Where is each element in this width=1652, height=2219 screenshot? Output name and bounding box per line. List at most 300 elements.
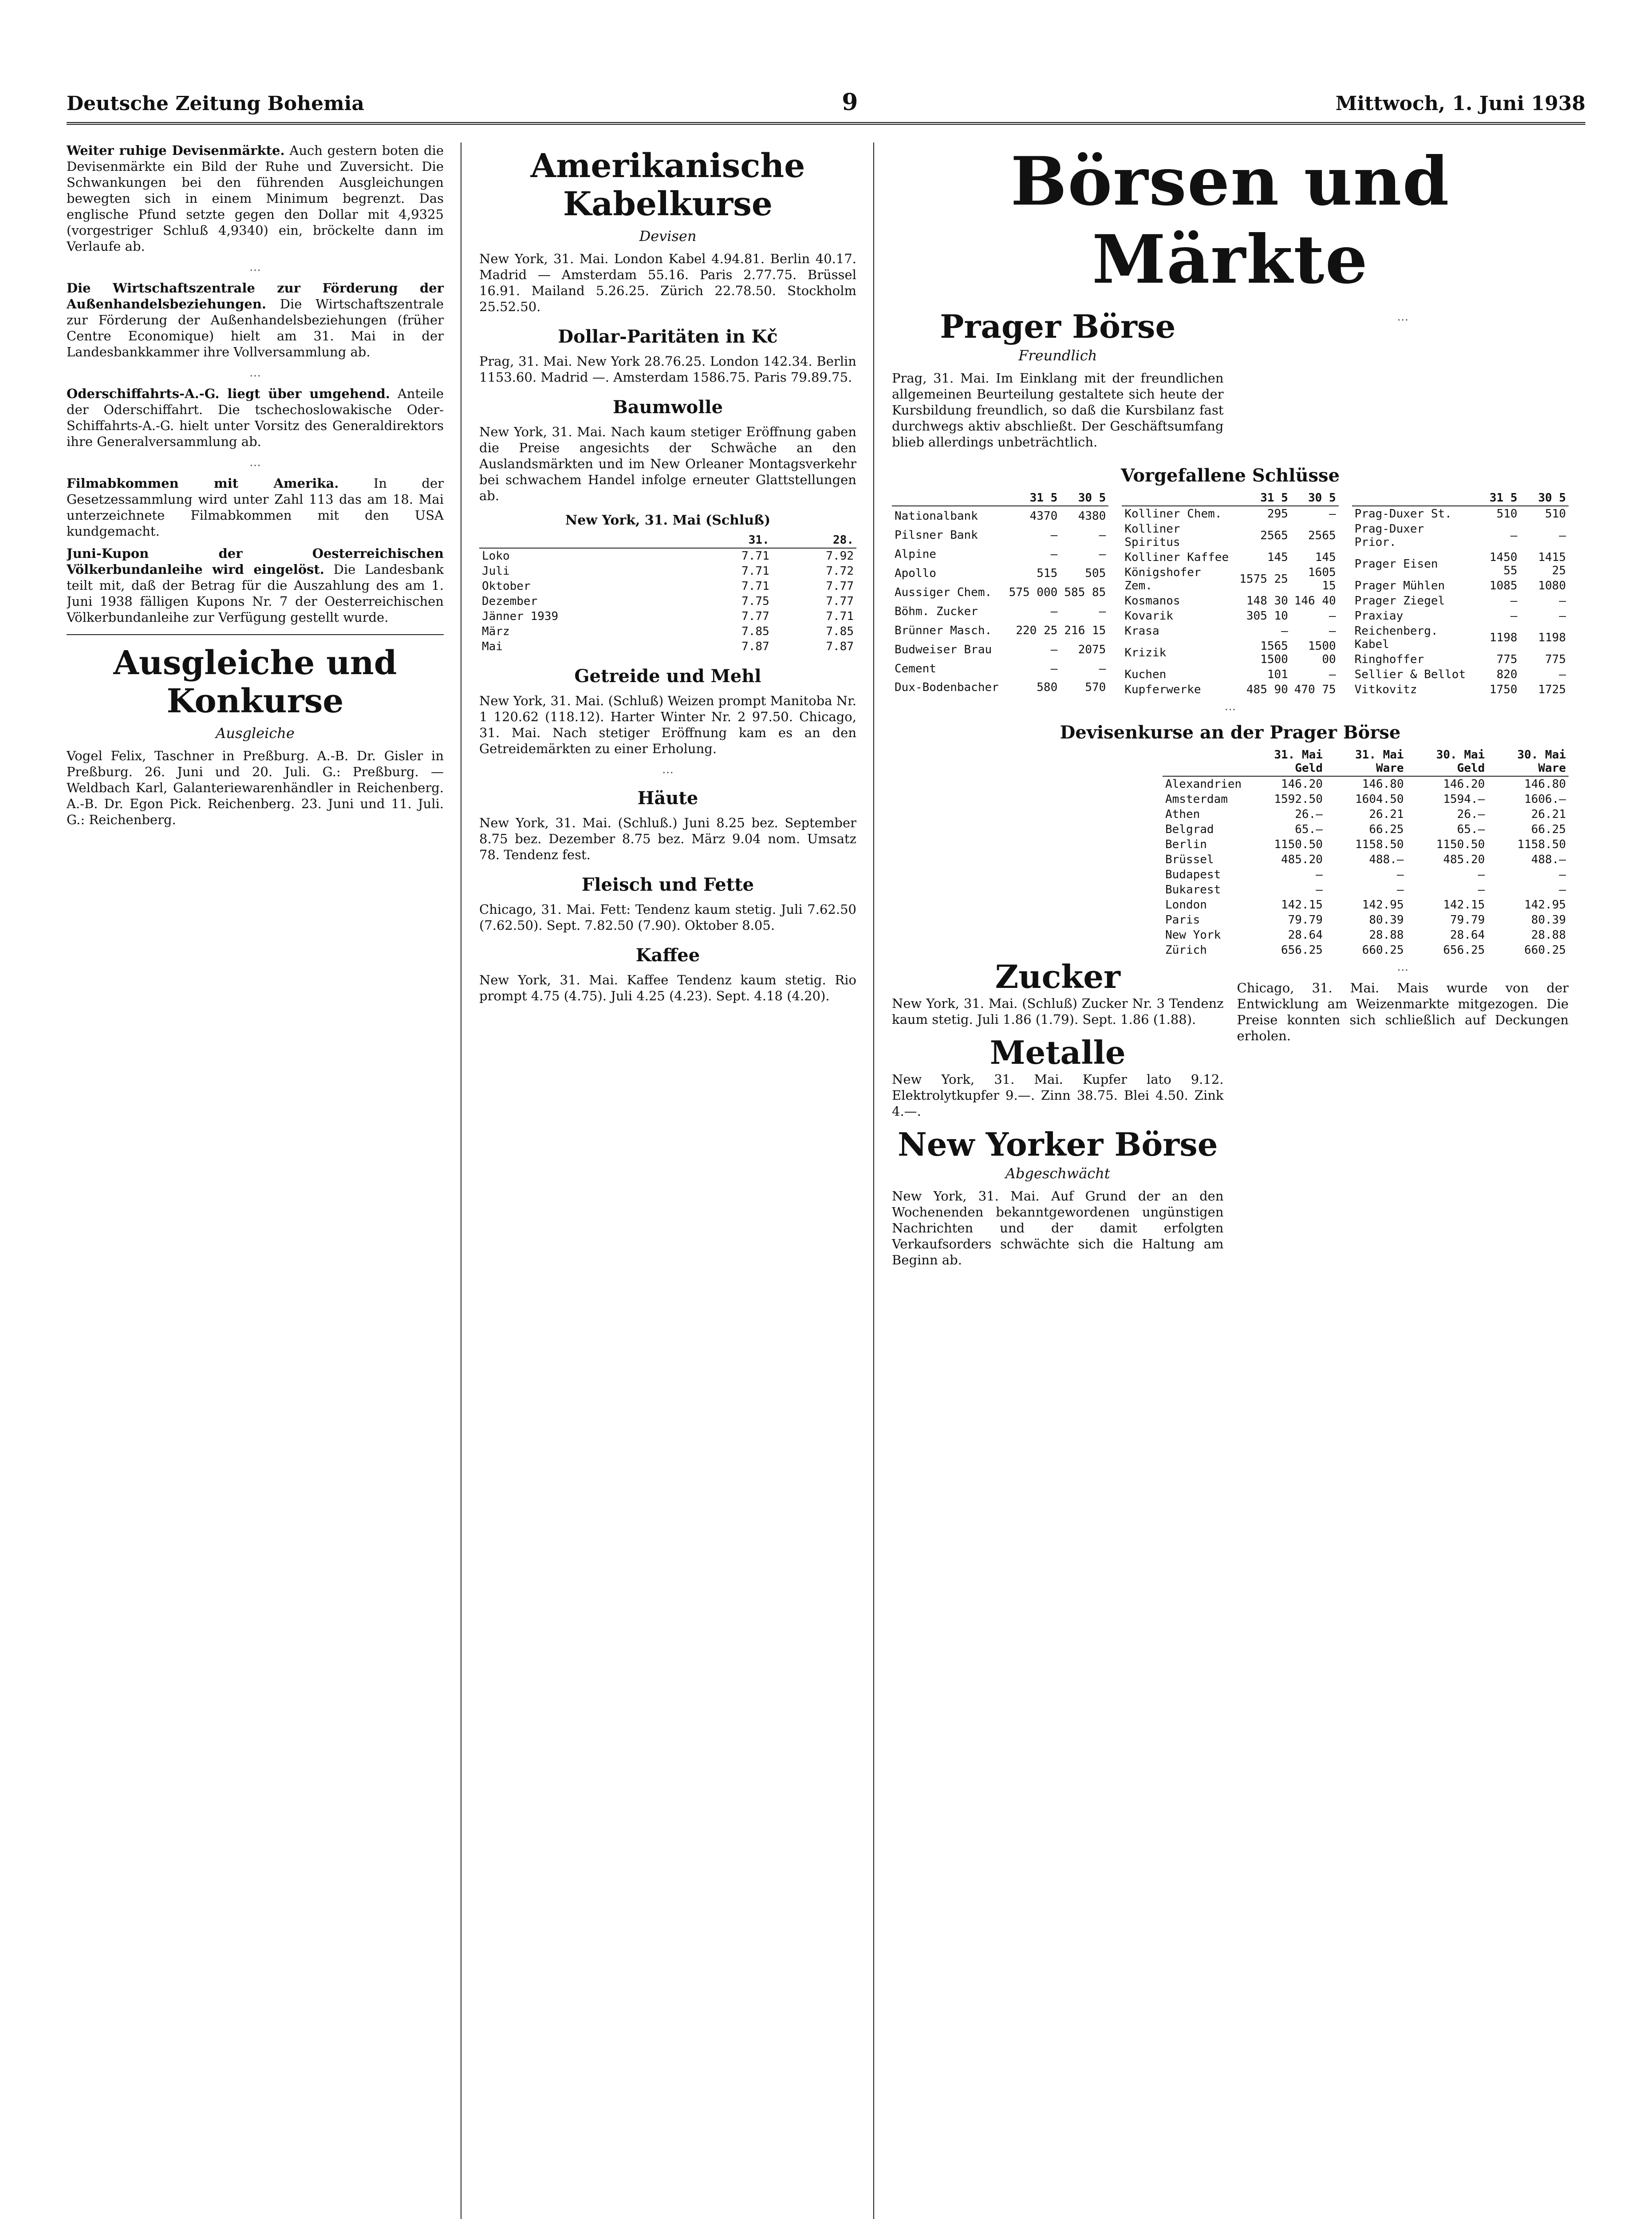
table-cell: 1158.50 [1355, 838, 1404, 851]
table-cell: 101 [1267, 668, 1288, 681]
table-cell: 80.39 [1531, 913, 1566, 927]
table-cell: — [1559, 529, 1566, 542]
table-header [1122, 490, 1233, 506]
section-subtitle: Häute [637, 788, 698, 809]
table-cell: — [1396, 883, 1404, 896]
table-cell: 485 90 [1246, 683, 1288, 696]
table-cell: 7.77 [826, 580, 854, 593]
metalle-title: Metalle [990, 1034, 1126, 1071]
article-block [67, 545, 444, 625]
table-cell: — [1050, 643, 1058, 656]
table-cell: 1150.50 [1436, 838, 1485, 851]
table-row [1163, 867, 1569, 882]
table-cell: 7.85 [741, 625, 769, 638]
table-cell: 7.71 [741, 580, 769, 593]
table-cell: 146.20 [1281, 778, 1323, 791]
table-row [1122, 593, 1338, 608]
table-row [892, 678, 1108, 697]
table-cell: 570 [1085, 681, 1106, 695]
table-row [1352, 608, 1569, 624]
table-cell: 1085 [1489, 579, 1518, 592]
table-cell: 510 [1496, 507, 1518, 521]
prager-boerse-title: Prager Börse [940, 308, 1176, 345]
table-row [1163, 837, 1569, 852]
omitted-text-indicator: … [1397, 960, 1409, 974]
column-2 [479, 142, 874, 2219]
table-cell: 142.95 [1524, 898, 1566, 912]
table-cell: — [1478, 883, 1485, 896]
table-cell: Budweiser Brau [895, 643, 992, 656]
haeute-text: New York, 31. Mai. (Schluß.) Juni 8.25 bez. September 8.75 bez. Dezember 8.75 bez. März 9.04 nom. Umsatz 78. Tendenz fest. [479, 815, 856, 862]
table-cell: 28.88 [1369, 928, 1404, 942]
table-cell: — [1329, 668, 1336, 681]
table-row [1352, 593, 1569, 608]
table-cell: Vitkovitz [1354, 683, 1417, 696]
table-cell: 142.15 [1281, 898, 1323, 912]
table-cell: — [1329, 507, 1336, 521]
ausgleiche-text: Vogel Felix, Taschner in Preßburg. A.-B. Dr. Gisler in Preßburg. 26. Juni und 20. Juli. G.: Preßburg. — Weldbach Karl, Galanteriewarenhändler in Reichenberg. A.-B. Dr. Egon Pick. Reichenberg. 23. Juni und 11. Juli. G.: Reichenberg. [67, 748, 444, 827]
table-cell: 66.25 [1369, 823, 1404, 836]
table-cell: 142.15 [1443, 898, 1485, 912]
table-cell: 1198 [1489, 631, 1518, 644]
table-row [1122, 565, 1338, 593]
table-row [1122, 506, 1338, 521]
table-header: 31 5 [1471, 490, 1520, 506]
masthead-paper-name: Deutsche Zeitung Bohemia [67, 92, 364, 115]
devisenkurse-table [1163, 747, 1569, 958]
table-row [892, 545, 1108, 564]
devisenkurse-body [1163, 776, 1569, 958]
table-row [479, 548, 856, 564]
table-cell: Kuchen [1124, 668, 1167, 681]
section-subtitle: Dollar-Paritäten in Kč [558, 326, 778, 347]
table-cell: Sellier & Bellot [1354, 668, 1466, 681]
table-cell: 7.72 [826, 565, 854, 578]
table-header: 30 5 [1291, 490, 1339, 506]
table-row [479, 639, 856, 654]
table-cell: — [1050, 528, 1058, 542]
table-cell: Böhm. Zucker [895, 604, 978, 618]
table-header: 28. [772, 533, 856, 548]
table-row [1352, 578, 1569, 593]
table-cell: Loko [482, 549, 510, 563]
table-cell: Prager Eisen [1354, 557, 1438, 571]
stock-table-2 [1122, 490, 1338, 697]
table-cell: — [1099, 604, 1106, 618]
table-cell: 820 [1496, 668, 1518, 681]
table-cell: 775 [1545, 653, 1566, 666]
table-row [1163, 928, 1569, 943]
column-1 [67, 142, 461, 2219]
table-cell: 656.25 [1281, 944, 1323, 957]
table-cell: Dux-Bodenbacher [895, 681, 999, 695]
table-cell: 1450 55 [1489, 551, 1518, 577]
table-row [892, 525, 1108, 545]
table-cell: 1080 [1538, 579, 1566, 592]
table-cell: 66.25 [1531, 823, 1566, 836]
table-cell: 146.20 [1443, 778, 1485, 791]
section-subtitle: Abgeschwächt [1005, 1165, 1110, 1182]
table-cell: Krasa [1124, 624, 1159, 638]
table-header: 31. Mai Geld [1244, 747, 1325, 776]
table-cell: 26.— [1457, 808, 1485, 821]
table-cell: 1198 [1538, 631, 1566, 644]
table-cell: Juli [482, 565, 510, 578]
table-cell: Kovarik [1124, 609, 1173, 623]
section-subtitle: Ausgleiche [216, 725, 295, 742]
article-text: Anteile der Oderschiffahrt. Die tschechoslowakische Oder-Schiffahrts-A.-G. hielt unter Vorsitz des Generaldirektors ihre Generalversammlung ab. [67, 386, 444, 449]
table-cell: 7.71 [741, 565, 769, 578]
table-cell: Amsterdam [1165, 793, 1228, 806]
table-cell: 28.88 [1531, 928, 1566, 942]
table-cell: 4370 [1029, 509, 1058, 523]
table-cell: Krizik [1124, 646, 1167, 659]
table-cell: Pilsner Bank [895, 528, 978, 542]
table-cell: — [1099, 662, 1106, 675]
table-row [1163, 943, 1569, 958]
table-cell: 146.80 [1362, 778, 1404, 791]
table-row [1352, 667, 1569, 682]
article-text: In der Gesetzessammlung wird unter Zahl 113 das am 18. Mai unterzeichnete Filmabkommen mit den USA kundgemacht. [67, 476, 444, 539]
table-cell: — [1559, 668, 1566, 681]
table-cell: Prag-Duxer Prior. [1354, 522, 1424, 549]
table-cell: 1500 00 [1308, 640, 1336, 666]
table-cell: 7.87 [741, 640, 769, 653]
table-cell: 142.95 [1362, 898, 1404, 912]
table-cell: 7.71 [826, 610, 854, 623]
table-cell: 510 [1545, 507, 1566, 521]
table-cell: — [1559, 883, 1566, 896]
omitted-text-indicator: … [249, 456, 261, 469]
table-cell: Budapest [1165, 868, 1221, 881]
table-cell: 656.25 [1443, 944, 1485, 957]
table-cell: Aussiger Chem. [895, 585, 992, 599]
table-header: 31 5 [1005, 490, 1060, 506]
table-cell: Kupferwerke [1124, 683, 1201, 696]
table-cell: 80.39 [1369, 913, 1404, 927]
table-header [479, 533, 688, 548]
table-cell: 65.— [1295, 823, 1323, 836]
table-row [1352, 624, 1569, 652]
table-cell: Oktober [482, 580, 531, 593]
table-cell: 65.— [1457, 823, 1485, 836]
omitted-text-indicator: … [1224, 700, 1236, 713]
article-block [67, 475, 444, 539]
article-block [67, 280, 444, 360]
table-title: Vorgefallene Schlüsse [1120, 465, 1340, 486]
table-cell: Paris [1165, 913, 1200, 927]
table-row [1352, 652, 1569, 667]
table-cell: — [1050, 547, 1058, 561]
table-cell: London [1165, 898, 1207, 912]
section-subtitle: Fleisch und Fette [581, 874, 754, 895]
table-cell: 79.79 [1450, 913, 1485, 927]
table-cell: Berlin [1165, 838, 1207, 851]
section-subtitle: Freundlich [1018, 347, 1097, 364]
table-row [892, 583, 1108, 602]
table-row [1122, 624, 1338, 639]
section-title-ausgleiche: Ausgleiche und Konkurse [113, 644, 397, 720]
section-subtitle: Kaffee [635, 945, 700, 966]
table-cell: 1150.50 [1274, 838, 1323, 851]
table-cell: — [1510, 609, 1518, 623]
zucker-text: New York, 31. Mai. (Schluß) Zucker Nr. 3 Tendenz kaum stetig. Juli 1.86 (1.79). Sept. 1.86 (1.88). [892, 996, 1224, 1027]
table-cell: — [1559, 594, 1566, 608]
table-cell: Praxiay [1354, 609, 1404, 623]
table-cell: Brünner Masch. [895, 624, 992, 637]
table-row [1163, 912, 1569, 928]
table-cell: 145 [1267, 551, 1288, 564]
stock-table-3 [1352, 490, 1569, 697]
table-cell: 1565 1500 [1260, 640, 1288, 666]
table-cell: 148 30 [1246, 594, 1288, 608]
table-cell: 575 000 [1009, 585, 1058, 599]
section-title-kabelkurse: Amerikanische Kabelkurse [530, 147, 805, 223]
table-cell: 7.85 [826, 625, 854, 638]
table-cell: 146 40 [1294, 594, 1336, 608]
table-title: Devisenkurse an der Prager Börse [1060, 722, 1401, 743]
table-cell: 79.79 [1288, 913, 1323, 927]
table-cell: 26.— [1295, 808, 1323, 821]
table-cell: — [1510, 529, 1518, 542]
table-cell: 585 85 [1064, 585, 1106, 599]
table-header: 30. Mai Geld [1407, 747, 1488, 776]
table-row [1122, 682, 1338, 697]
table-cell: 1605 15 [1308, 566, 1336, 592]
table-row [1352, 682, 1569, 697]
table-row [479, 594, 856, 609]
table-row [1163, 776, 1569, 792]
table-cell: Athen [1165, 808, 1200, 821]
table-cell: 7.71 [741, 549, 769, 563]
column-3 [892, 142, 1585, 2219]
omitted-text-indicator: … [662, 763, 674, 776]
table-row [1122, 667, 1338, 682]
table-row [892, 640, 1108, 659]
table-cell: 145 [1315, 551, 1336, 564]
table-cell: 505 [1085, 566, 1106, 580]
table-row [479, 609, 856, 624]
table-cell: 660.25 [1524, 944, 1566, 957]
article-title: Die Wirtschaftszentrale zur Förderung der Außenhandelsbeziehungen. [67, 280, 444, 312]
table-cell: 485.20 [1281, 853, 1323, 866]
section-subtitle: Devisen [639, 228, 697, 245]
devisen-text: New York, 31. Mai. London Kabel 4.94.81. Berlin 40.17. Madrid — Amsterdam 55.16. Paris 2.77.75. Brüssel 16.91. Mailand 5.26.25. Zürich 22.78.50. Stockholm 25.52.50. [479, 251, 856, 314]
prager-intro [892, 308, 1569, 456]
table-cell: 2565 [1308, 529, 1336, 542]
metalle-text: New York, 31. Mai. Kupfer lato 9.12. Elektrolytkupfer 9.—. Zinn 38.75. Blei 4.50. Zink 4.—. [892, 1072, 1224, 1119]
table-header [892, 490, 1005, 506]
table-cell: Nationalbank [895, 509, 978, 523]
dollar-text: Prag, 31. Mai. New York 28.76.25. London 142.34. Berlin 1153.60. Madrid —. Amsterdam 1586.75. Paris 79.89.75. [479, 354, 856, 385]
table-cell: 1594.— [1443, 793, 1485, 806]
table-cell: — [1316, 883, 1323, 896]
baumwolle-text: New York, 31. Mai. Nach kaum stetiger Eröffnung gaben die Preise angesichts der Schwäche an den Auslandsmärkten und im New Orleaner Montagsverkehr bei schwachem Handel infolge erneuter Glattstellungen ab. [479, 424, 856, 503]
lower-split [892, 958, 1569, 1274]
stock-table-body [1352, 506, 1569, 697]
table-cell: Kosmanos [1124, 594, 1180, 608]
table-row [892, 659, 1108, 678]
table-cell: Alpine [895, 547, 936, 561]
omitted-text-indicator: … [249, 366, 261, 379]
masthead-page-number: 9 [842, 89, 858, 116]
table-row [1163, 792, 1569, 807]
table-cell: Kolliner Chem. [1124, 507, 1222, 521]
columns [67, 142, 1585, 2219]
table-cell: — [1329, 609, 1336, 623]
table-cell: 26.21 [1369, 808, 1404, 821]
table-header: 31. Mai Ware [1325, 747, 1407, 776]
table-cell: 7.77 [741, 610, 769, 623]
table-cell: 1592.50 [1274, 793, 1323, 806]
table-header: 30 5 [1520, 490, 1569, 506]
table-cell: 1158.50 [1517, 838, 1566, 851]
table-row [479, 564, 856, 579]
table-cell: Königshofer Zem. [1124, 566, 1201, 592]
table-cell: 1575 25 [1239, 573, 1288, 586]
table-cell: Ringhoffer [1354, 653, 1424, 666]
table-row [892, 564, 1108, 583]
article-title: Oderschiffahrts-A.-G. liegt über umgehend. [67, 386, 390, 401]
section-subtitle: Getreide und Mehl [574, 666, 761, 687]
table-cell: Brüssel [1165, 853, 1214, 866]
table-row [1122, 550, 1338, 565]
table-cell: — [1099, 528, 1106, 542]
table-cell: Kolliner Spiritus [1124, 522, 1180, 549]
table-cell: 1604.50 [1355, 793, 1404, 806]
table-row [1163, 822, 1569, 837]
ny-boerse-title: New Yorker Börse [897, 1125, 1218, 1163]
chicago-text: Chicago, 31. Mai. Mais wurde von der Entwicklung am Weizenmarkte mitgezogen. Die Preise konnten sich schließlich auf Deckungen erholen. [1237, 980, 1569, 1043]
table-cell: 26.21 [1531, 808, 1566, 821]
article-text: Die Landesbank teilt mit, daß der Betrag für die Auszahlung des am 1. Juni 1938 fälligen Kupons Nr. 7 der Oesterreichischen Völkerbundanleihe zur Verfügung gestellt wurde. [67, 562, 444, 625]
stock-table-body [892, 506, 1108, 697]
article-text: Auch gestern boten die Devisenmärkte ein Bild der Ruhe und Zuversicht. Die Schwankungen bei den führenden Ausgleichungen bewegten sich in einem Minimum begrenzt. Das englische Pfund setzte gegen den Dollar mit 4,9325 (vorgestriger Schluß 4,9340) ein, bröckelte dann im Verlaufe ab. [67, 143, 444, 254]
table-row [1163, 852, 1569, 867]
table-cell: — [1396, 868, 1404, 881]
table-cell: 146.80 [1524, 778, 1566, 791]
table-cell: — [1478, 868, 1485, 881]
table-cell: — [1099, 547, 1106, 561]
table-cell: 1606.— [1524, 793, 1566, 806]
section-subtitle: Baumwolle [612, 397, 723, 418]
table-cell: Kolliner Kaffee [1124, 551, 1229, 564]
table-cell: 2565 [1260, 529, 1288, 542]
ny-boerse-text: New York, 31. Mai. Auf Grund der an den Wochenenden bekanntgewordenen ungünstigen Nachrichten und der damit erfolgten Verkaufsorders schwächte sich die Haltung am Beginn ab. [892, 1188, 1224, 1267]
table-cell: 485.20 [1443, 853, 1485, 866]
prager-text: Prag, 31. Mai. Im Einklang mit der freundlichen allgemeinen Beurteilung gestaltete sich heute der Kursbildung freundlich, so daß die Kursbilanz fast durchwegs aktiv abschließt. Der Geschäftsumfang blieb allerdings unbeträchtlich. [892, 371, 1224, 450]
table-row [1163, 807, 1569, 822]
table-cell: 775 [1496, 653, 1518, 666]
table-header: 30 5 [1060, 490, 1108, 506]
omitted-text-indicator: … [1397, 310, 1409, 324]
cotton-table [479, 533, 856, 654]
table-cell: 7.75 [741, 595, 769, 608]
article-text: Die Wirtschaftszentrale zur Förderung der Außenhandelsbeziehungen (früher Centre Economique) hielt am 31. Mai in der Landesbankkammer ihre Vollversammlung ab. [67, 296, 444, 359]
divider [67, 634, 444, 635]
table-cell: 1750 [1489, 683, 1518, 696]
table-cell: — [1281, 624, 1288, 638]
table-cell: März [482, 625, 510, 638]
table-row [1122, 521, 1338, 550]
article-title: Juni-Kupon der Oesterreichischen Völkerbundanleihe wird eingelöst. [67, 546, 444, 577]
table-row [1122, 608, 1338, 624]
stock-tables [892, 490, 1569, 697]
table-row [892, 621, 1108, 640]
masthead [67, 89, 1585, 125]
table-cell: 488.— [1369, 853, 1404, 866]
table-header: 31 5 [1233, 490, 1291, 506]
omitted-text-indicator: … [249, 261, 261, 274]
table-cell: Prager Ziegel [1354, 594, 1445, 608]
zucker-title: Zucker [995, 958, 1120, 995]
article-title: Weiter ruhige Devisenmärkte. [67, 143, 285, 158]
table-row [1163, 882, 1569, 897]
table-cell: New York [1165, 928, 1221, 942]
table-cell: 295 [1267, 507, 1288, 521]
table-row [1163, 897, 1569, 912]
table-cell: Zürich [1165, 944, 1207, 957]
table-cell: 220 25 [1016, 624, 1058, 637]
table-header: 31. [688, 533, 772, 548]
table-cell: — [1050, 604, 1058, 618]
table-cell: — [1559, 609, 1566, 623]
table-cell: Alexandrien [1165, 778, 1242, 791]
table-header: 30. Mai Ware [1487, 747, 1569, 776]
table-header [1352, 490, 1471, 506]
masthead-date: Mittwoch, 1. Juni 1938 [1335, 92, 1585, 115]
article-block [67, 142, 444, 254]
table-row [1122, 639, 1338, 667]
table-cell: 470 75 [1294, 683, 1336, 696]
table-cell: Apollo [895, 566, 936, 580]
table-cell: — [1510, 594, 1518, 608]
stock-table-1 [892, 490, 1108, 697]
cotton-table-body [479, 548, 856, 654]
table-cell: 515 [1037, 566, 1058, 580]
table-cell: 2075 [1078, 643, 1106, 656]
table-cell: — [1316, 868, 1323, 881]
table-cell: 580 [1037, 681, 1058, 695]
table-row [892, 506, 1108, 525]
table-cell: Reichenberg. Kabel [1354, 624, 1438, 651]
table-cell: Prager Mühlen [1354, 579, 1445, 592]
table-cell: 7.92 [826, 549, 854, 563]
table-row [1352, 506, 1569, 521]
table-cell: Dezember [482, 595, 538, 608]
getreide-text: New York, 31. Mai. (Schluß) Weizen prompt Manitoba Nr. 1 120.62 (118.12). Harter Winter Nr. 2 97.50. Chicago, 31. Mai. Nach stetiger Eröffnung kam es an den Getreidemärkten zu einer Erholung. [479, 693, 856, 756]
table-cell: Prag-Duxer St. [1354, 507, 1452, 521]
table-cell: 488.— [1531, 853, 1566, 866]
table-cell: — [1329, 624, 1336, 638]
table-cell: 660.25 [1362, 944, 1404, 957]
table-cell: 1725 [1538, 683, 1566, 696]
table-cell: 305 10 [1246, 609, 1288, 623]
fleisch-text: Chicago, 31. Mai. Fett: Tendenz kaum stetig. Juli 7.62.50 (7.62.50). Sept. 7.82.50 (7.90). Oktober 8.05. [479, 902, 856, 933]
table-cell: Bukarest [1165, 883, 1221, 896]
table-row [479, 624, 856, 639]
table-cell: — [1559, 868, 1566, 881]
table-cell: 7.87 [826, 640, 854, 653]
kaffee-text: New York, 31. Mai. Kaffee Tendenz kaum stetig. Rio prompt 4.75 (4.75). Juli 4.25 (4.23). Sept. 4.18 (4.20). [479, 972, 856, 1003]
table-cell: Jänner 1939 [482, 610, 559, 623]
table-cell: Belgrad [1165, 823, 1214, 836]
article-block [67, 386, 444, 450]
table-title: New York, 31. Mai (Schluß) [565, 513, 771, 528]
table-cell: — [1050, 662, 1058, 675]
article-title: Filmabkommen mit Amerika. [67, 476, 339, 491]
page-title: Börsen und Märkte [1010, 142, 1450, 299]
